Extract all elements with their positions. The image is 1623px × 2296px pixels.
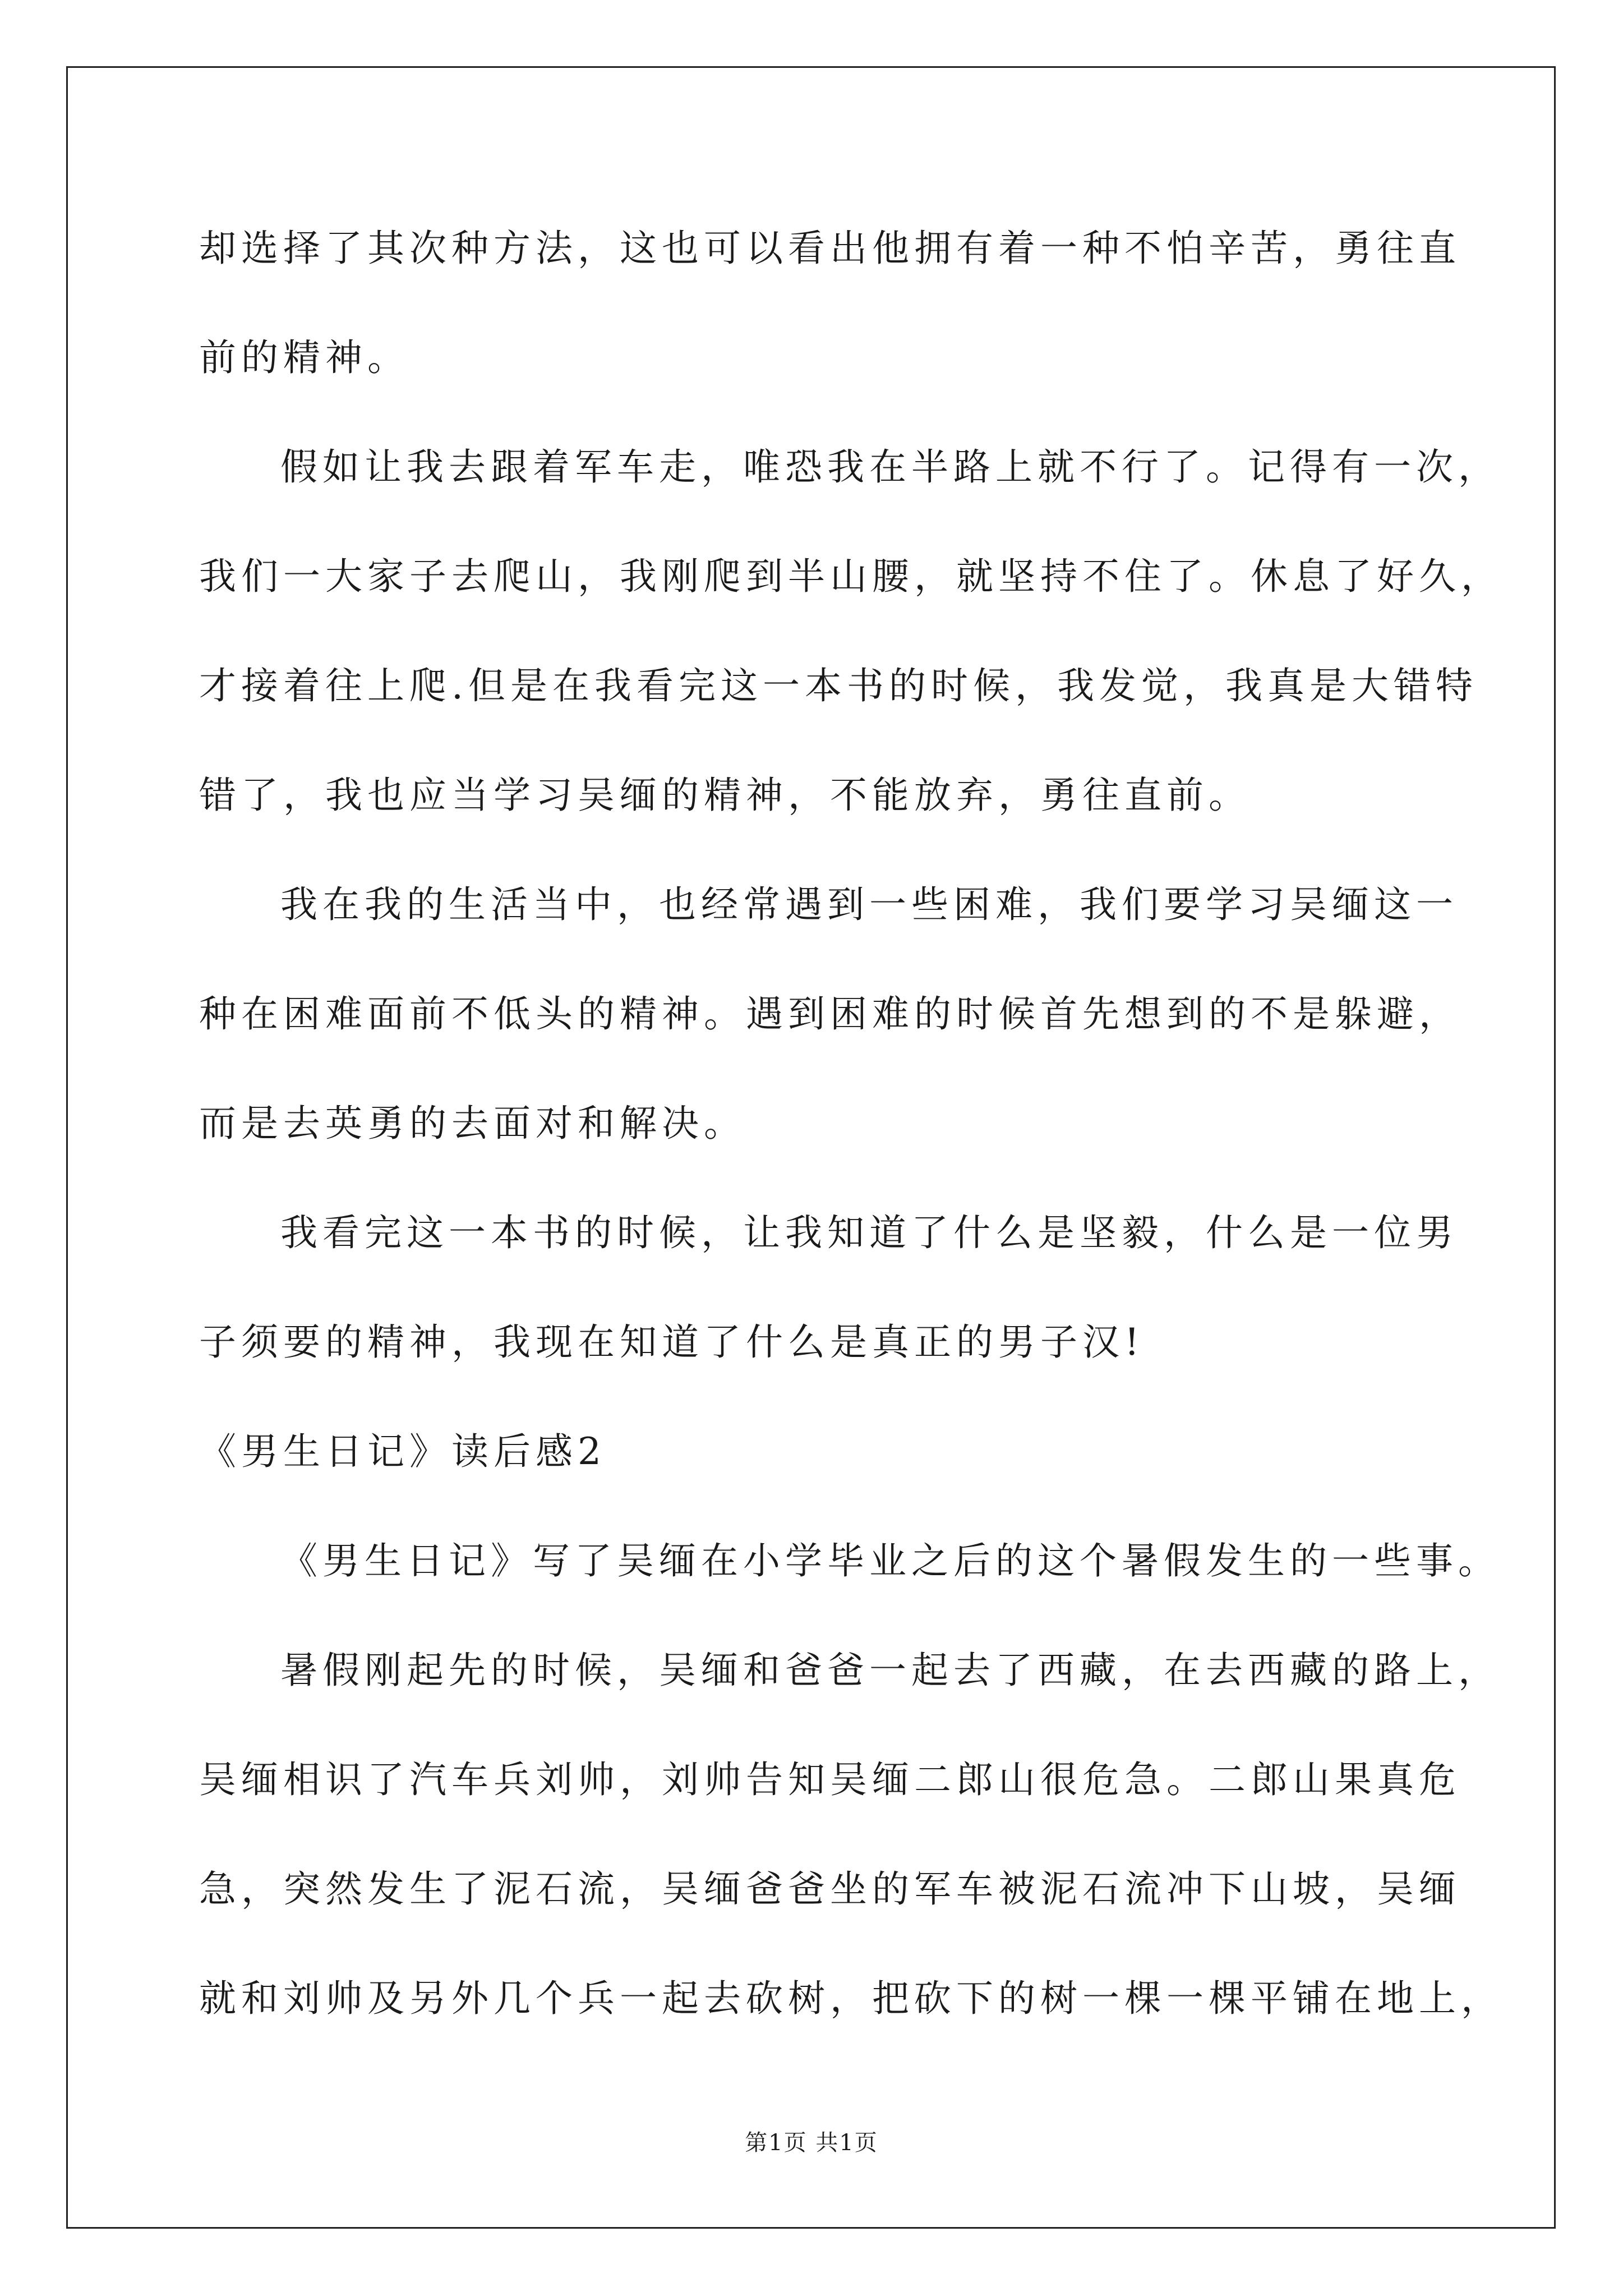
paragraph-line: 子须要的精神，我现在知道了什么是真正的男子汉! [199, 1320, 1145, 1364]
paragraph-line: 假如让我去跟着军车走，唯恐我在半路上就不行了。记得有一次， [280, 445, 1500, 489]
paragraph-line: 吴缅相识了汽车兵刘帅，刘帅告知吴缅二郎山很危急。二郎山果真危 [199, 1758, 1461, 1801]
paragraph-line: 错了，我也应当学习吴缅的精神，不能放弃，勇往直前。 [199, 774, 1251, 817]
paragraph-line: 我在我的生活当中，也经常遇到一些困难，我们要学习吴缅这一 [280, 883, 1458, 926]
paragraph-line: 急，突然发生了泥石流，吴缅爸爸坐的军车被泥石流冲下山坡，吴缅 [199, 1867, 1461, 1911]
paragraph-line: 才接着往上爬.但是在我看完这一本书的时候，我发觉，我真是大错特 [199, 664, 1478, 707]
page-number-footer: 第1页 共1页 [745, 2130, 878, 2156]
paragraph-line: 却选择了其次种方法，这也可以看出他拥有着一种不怕辛苦，勇往直 [199, 227, 1461, 270]
section-heading: 《男生日记》读后感2 [199, 1430, 606, 1473]
paragraph-line: 就和刘帅及另外几个兵一起去砍树，把砍下的树一棵一棵平铺在地上， [199, 1977, 1503, 2020]
paragraph-line: 暑假刚起先的时候，吴缅和爸爸一起去了西藏，在去西藏的路上， [280, 1649, 1500, 1692]
paragraph-line: 而是去英勇的去面对和解决。 [199, 1102, 746, 1145]
paragraph-line: 我看完这一本书的时候，让我知道了什么是坚毅，什么是一位男 [280, 1211, 1458, 1254]
paragraph-line: 《男生日记》写了吴缅在小学毕业之后的这个暑假发生的一些事。 [280, 1539, 1500, 1582]
paragraph-line: 我们一大家子去爬山，我刚爬到半山腰，就坚持不住了。休息了好久， [199, 555, 1503, 598]
paragraph-line: 前的精神。 [199, 336, 409, 379]
paragraph-line: 种在困难面前不低头的精神。遇到困难的时候首先想到的不是躲避， [199, 992, 1461, 1036]
